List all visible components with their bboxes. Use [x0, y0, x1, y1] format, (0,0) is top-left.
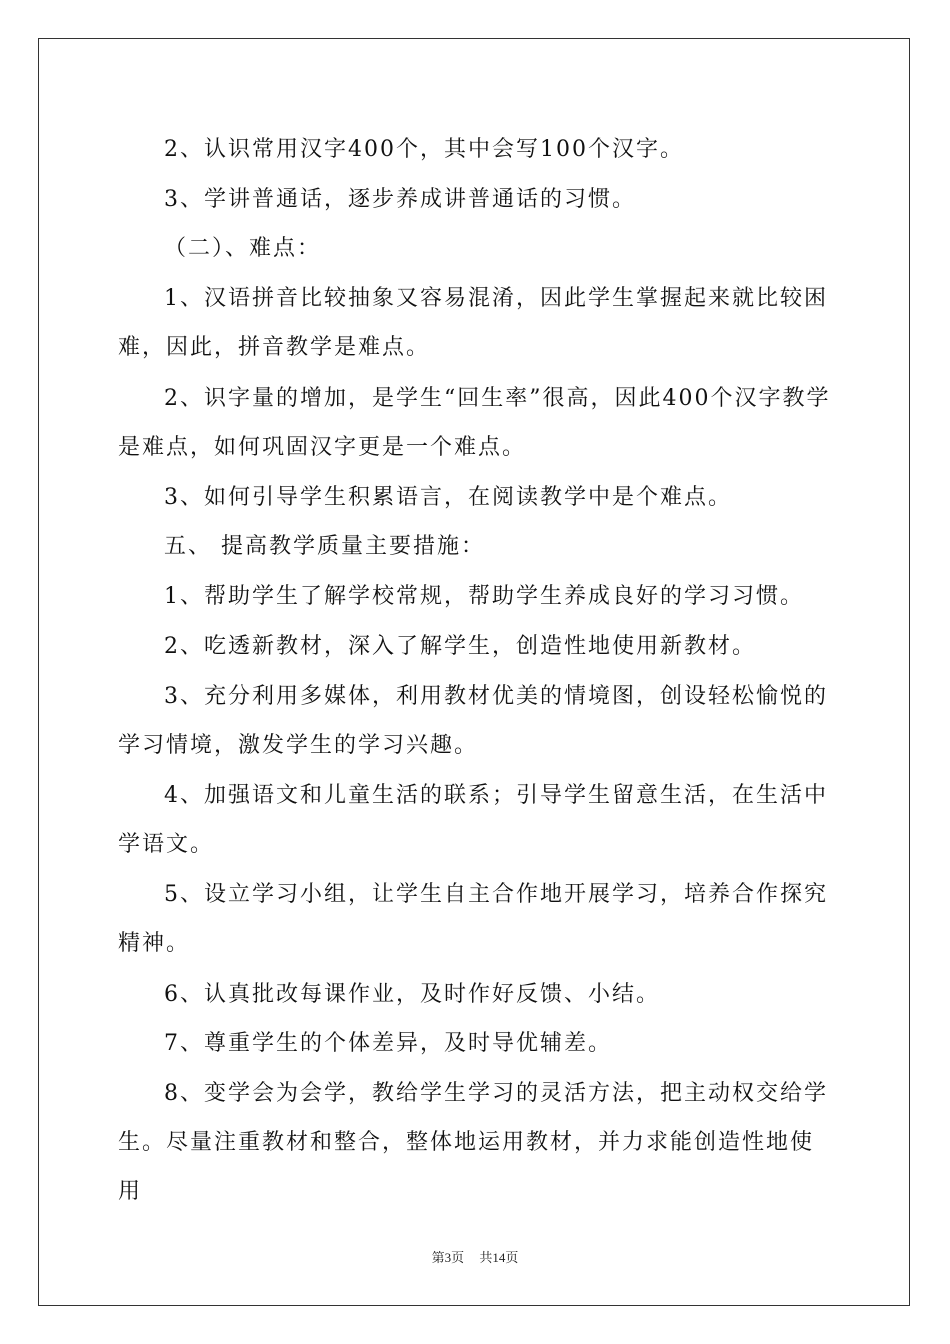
heading-measures: 五、 提高教学质量主要措施：	[164, 534, 485, 559]
paragraph-measure-4: 4、加强语文和儿童生活的联系；引导学生留意生活，在生活中学语文。	[118, 783, 828, 857]
paragraph-goal-3: 3、学讲普通话，逐步养成讲普通话的习惯。	[164, 187, 636, 212]
paragraph-measure-1: 1、帮助学生了解学校常规，帮助学生养成良好的学习习惯。	[164, 584, 804, 609]
paragraph-difficulty-2: 2、识字量的增加，是学生“回生率”很高，因此400个汉字教学是难点，如何巩固汉字更是一个难点。	[118, 386, 831, 460]
paragraph-measure-5: 5、设立学习小组，让学生自主合作地开展学习，培养合作探究精神。	[118, 882, 828, 956]
page-number: 第3页	[431, 1250, 465, 1265]
paragraph-measure-2: 2、吃透新教材，深入了解学生，创造性地使用新教材。	[164, 634, 756, 659]
paragraph-goal-2: 2、认识常用汉字400个，其中会写100个汉字。	[164, 137, 684, 162]
heading-difficulties: （二）、难点：	[164, 236, 322, 261]
paragraph-measure-6: 6、认真批改每课作业，及时作好反馈、小结。	[164, 982, 660, 1007]
paragraph-measure-3: 3、充分利用多媒体，利用教材优美的情境图，创设轻松愉悦的学习情境，激发学生的学习兴趣。	[118, 684, 828, 758]
paragraph-difficulty-3: 3、如何引导学生积累语言，在阅读教学中是个难点。	[164, 485, 732, 510]
paragraph-difficulty-1: 1、汉语拼音比较抽象又容易混淆，因此学生掌握起来就比较困难，因此，拼音教学是难点。	[118, 286, 828, 360]
paragraph-measure-8: 8、变学会为会学，教给学生学习的灵活方法，把主动权交给学生。尽量注重教材和整合，整体地运用教材，并力求能创造性地使用	[118, 1081, 828, 1204]
paragraph-measure-7: 7、尊重学生的个体差异，及时导优辅差。	[164, 1031, 612, 1056]
page-footer	[0, 1247, 950, 1266]
page-total: 共14页	[479, 1250, 519, 1265]
